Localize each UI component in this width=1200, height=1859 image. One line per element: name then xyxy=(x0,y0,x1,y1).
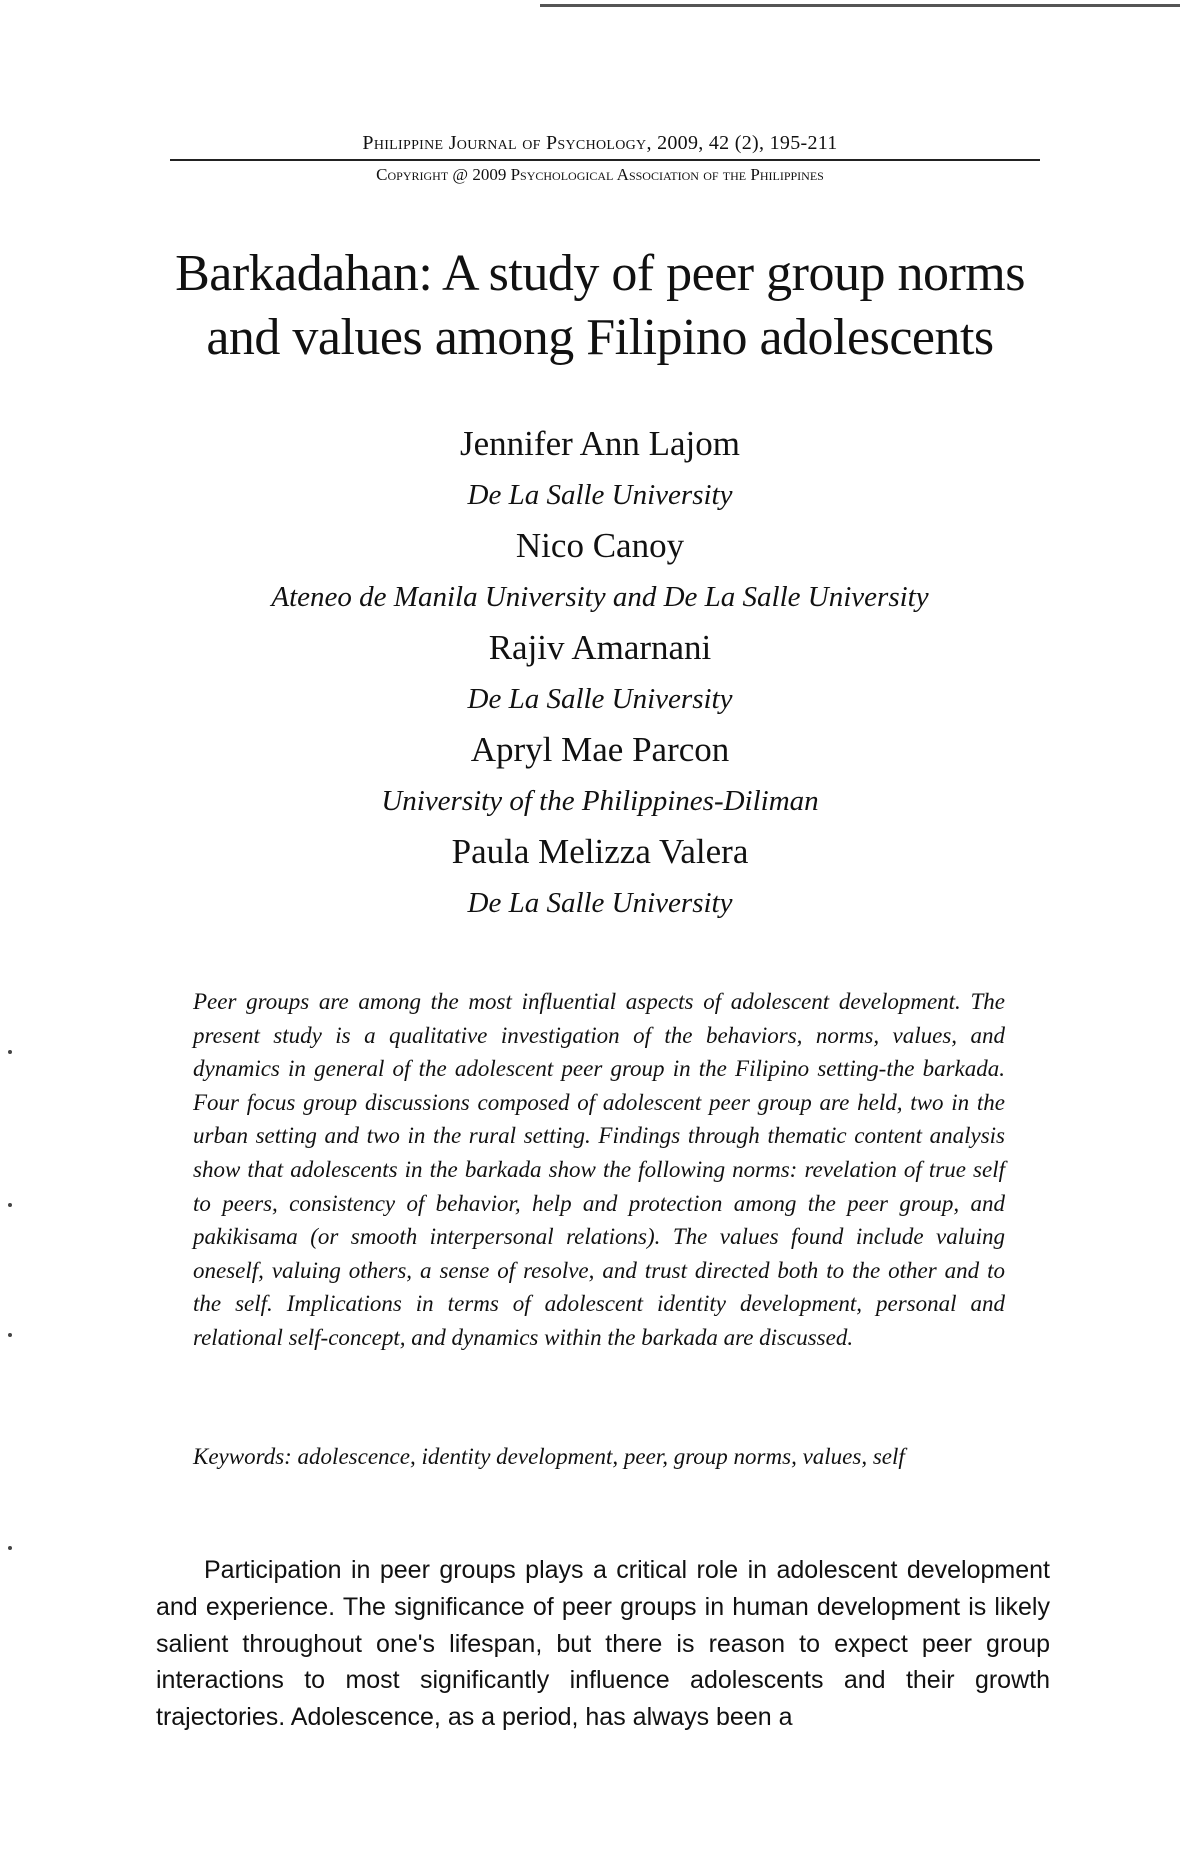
author-affiliation: De La Salle University xyxy=(467,683,733,715)
title-line-1: Barkadahan: A study of peer group norms xyxy=(175,245,1025,302)
journal-header xyxy=(150,130,1050,186)
scan-speck xyxy=(8,1546,12,1550)
author-name: Rajiv Amarnani xyxy=(488,628,712,667)
abstract-text: Peer groups are among the most influential aspects of adolescent development. The present study is a qualitative investigation of the behaviors, norms, values, and dynamics in general of the adolescent peer group in the Filipino setting-the barkada. Four focus group discussions composed of adolescent peer group are held, two in the urban setting and two in the rural setting. Findings through thematic content analysis show that adolescents in the barkada show the following norms: revelation of true self to peers, consistency of behavior, help and protection among the peer group, and pakikisama (or smooth interpersonal relations). The values found include valuing oneself, valuing others, a sense of resolve, and trust directed both to the other and to the self. Implications in terms of adolescent identity development, personal and relational self-concept, and dynamics within the barkada are discussed. xyxy=(193,989,1005,1350)
author-name: Paula Melizza Valera xyxy=(451,832,749,871)
author-name: Apryl Mae Parcon xyxy=(470,730,730,769)
author-affiliation: Ateneo de Manila University and De La Salle University xyxy=(271,581,929,613)
body-paragraph: Participation in peer groups plays a critical role in adolescent development and experience. The significance of peer groups in human development is likely salient throughout one's lifespan, but there is reason to expect peer group interactions to most significantly influence adolescents and their growth trajectories. Adolescence, as a period, has always been a xyxy=(156,1556,1050,1732)
author-affiliation: University of the Philippines-Diliman xyxy=(381,785,819,817)
copyright-notice: Copyright @ 2009 Psychological Association of the Philippines xyxy=(376,165,824,184)
journal-citation: Philippine Journal of Psychology, 2009, 42 (2), 195-211 xyxy=(362,132,838,154)
keywords-line: Keywords: adolescence, identity development, peer, group norms, values, self xyxy=(193,1444,905,1469)
scan-top-rule xyxy=(540,4,1180,7)
title-line-2: and values among Filipino adolescents xyxy=(206,309,994,366)
paper-title xyxy=(100,242,1100,370)
author-name: Nico Canoy xyxy=(515,526,685,565)
author-affiliation: De La Salle University xyxy=(467,887,733,919)
scan-speck xyxy=(8,1203,12,1207)
author-affiliation: De La Salle University xyxy=(467,479,733,511)
header-divider xyxy=(170,159,1040,161)
author-list xyxy=(100,418,1100,928)
scan-speck xyxy=(8,1050,12,1054)
scan-speck xyxy=(8,1333,12,1337)
author-name: Jennifer Ann Lajom xyxy=(460,424,740,463)
